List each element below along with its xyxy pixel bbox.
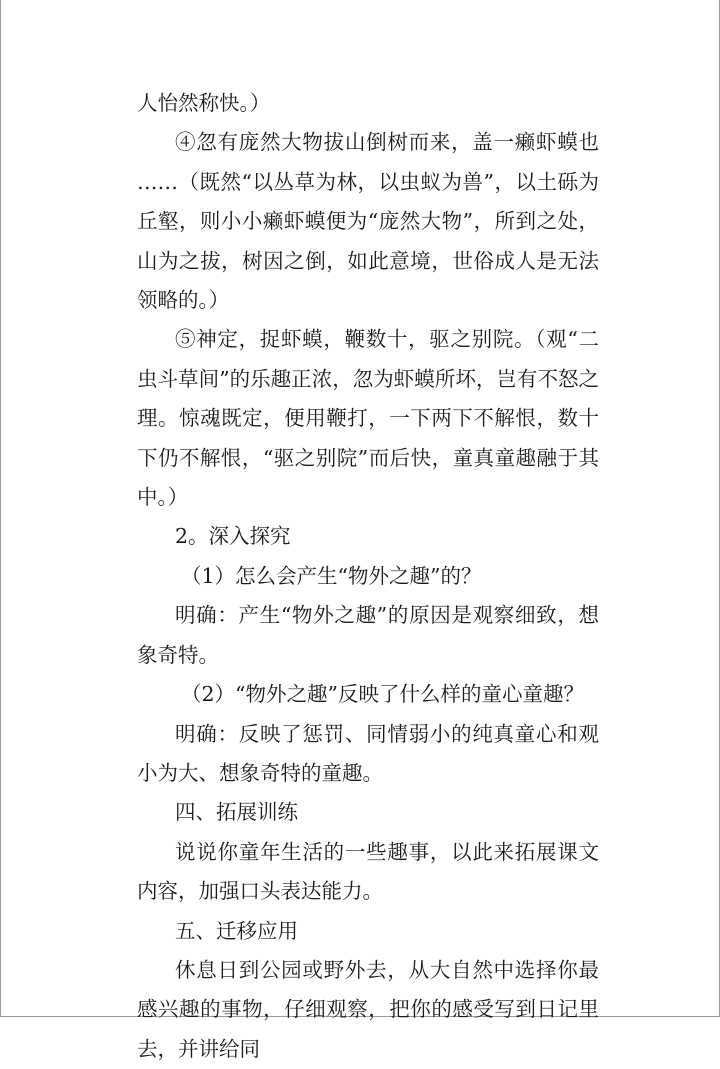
document-body [137, 84, 599, 1069]
paragraph-extension: 说说你童年生活的一些趣事，以此来拓展课文内容，加强口头表达能力。 [137, 839, 599, 904]
question-1: （1）怎么会产生“物外之趣”的？ [181, 563, 482, 588]
paragraph-continuation: 人怡然称快。） [137, 91, 271, 115]
answer-1: 明确：产生“物外之趣”的原因是观察细致，想象奇特。 [137, 603, 599, 667]
paragraph-item-5: ⑤神定，捉虾蟆，鞭数十，驱之别院。（观“二虫斗草间”的乐趣正浓，忽为虾蟆所坏，岂有不怒之理。惊魂既定，便用鞭打，一下两下不解恨，数十下仍不解恨，“驱之别院”而后快，童真童趣融于其中。） [137, 327, 599, 510]
paragraph-application: 休息日到公园或野外去，从大自然中选择你最感兴趣的事物，仔细观察，把你的感受写到日记里去，并讲给同 [137, 957, 599, 1061]
section-heading-extension: 四、拓展训练 [175, 800, 298, 825]
question-2: （2）“物外之趣”反映了什么样的童心童趣？ [181, 682, 585, 707]
paragraph-item-4: ④忽有庞然大物拔山倒树而来，盖一癞虾蟆也……（既然“以丛草为林，以虫蚁为兽”，以土砾为丘壑，则小小癞虾蟆便为“庞然大物”，所到之处，山为之拔，树因之倒，如此意境，世俗成人是无法领略的。） [137, 130, 599, 313]
answer-2: 明确：反映了惩罚、同情弱小的纯真童心和观小为大、想象奇特的童趣。 [137, 721, 599, 785]
section-heading-deep-inquiry: 2。深入探究 [175, 524, 291, 549]
section-heading-application: 五、迁移应用 [175, 918, 298, 943]
